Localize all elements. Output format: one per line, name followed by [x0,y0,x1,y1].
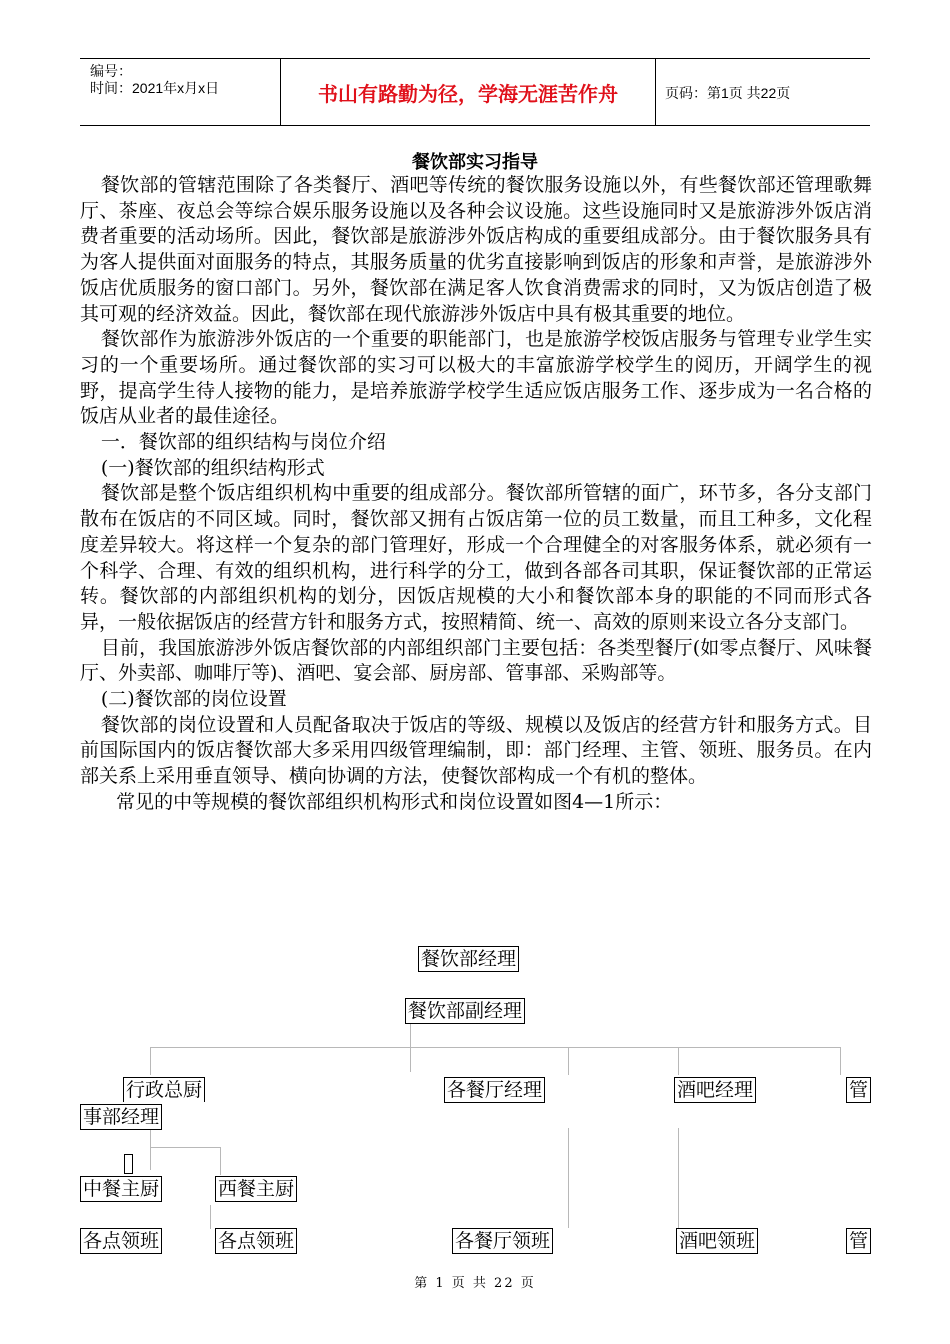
connector-line [568,1128,569,1228]
document-body [80,173,872,816]
section-heading: 一．餐饮部的组织结构与岗位介绍 [100,431,386,454]
org-node-restaurant-lead: 各餐厅领班 [452,1228,553,1254]
connector-line [150,1047,151,1075]
header-motto: 书山有路勤为径，学海无涯苦作舟 [318,81,618,106]
paragraph: 餐饮部的岗位设置和人员配备取决于饭店的等级、规模以及饭店的经营方针和服务方式。目前国际国内的饭店餐饮部大多采用四级管理编制，即：部门经理、主管、领班、服务员。在内部关系上采用垂直领导、横向协调的方法，使餐饮部构成一个有机的整体。 [80,713,872,788]
org-node-bar-lead: 酒吧领班 [676,1228,758,1254]
figure-caption: 常见的中等规模的餐饮部组织机构形式和岗位设置如图4—1所示： [116,790,673,813]
connector-line [410,1024,411,1072]
org-node-deputy: 餐饮部副经理 [405,998,525,1024]
org-node-steward-cut: 管 [846,1077,871,1103]
org-node-bar-manager: 酒吧经理 [674,1077,756,1103]
connector-line [678,1047,679,1075]
paragraph: 餐饮部是整个饭店组织机构中重要的组成部分。餐饮部所管辖的面广，环节多，各分支部门散布在饭店的不同区域。同时，餐饮部又拥有占饭店第一位的员工数量，而且工种多，文化程度差异较大。将这样一个复杂的部门管理好，形成一个合理健全的对客服务体系，就必须有一个科学、合理、有效的组织机构，进行科学的分工，做到各部各司其职，保证餐饮部的正常运转。餐饮部的内部组织机构的划分，因饭店规模的大小和餐饮部本身的职能的不同而形式各异，一般依据饭店的经营方针和服务方式，按照精简、统一、高效的原则来设立各分支部门。 [80,482,872,633]
connector-line [568,1047,569,1075]
org-node-steward-cut: 管 [846,1228,871,1254]
connector-line [150,1047,840,1048]
page-footer: 第 1 页 共 22 页 [414,1276,536,1291]
paragraph: 餐饮部的管辖范围除了各类餐厅、酒吧等传统的餐饮服务设施以外，有些餐饮部还管理歌舞厅、茶座、夜总会等综合娱乐服务设施以及各种会议设施。这些设施同时又是旅游涉外饭店消费者重要的活动场所。因此，餐饮部是旅游涉外饭店构成的重要组成部分。由于餐饮服务具有为客人提供面对面服务的特点，其服务质量的优劣直接影响到饭店的形象和声誉，是旅游涉外饭店优质服务的窗口部门。另外，餐饮部在满足客人饮食消费需求的同时，又为饭店创造了极其可观的经济效益。因此，餐饮部在现代旅游涉外饭店中具有极其重要的地位。 [80,174,872,325]
header-divider [655,59,656,125]
time-label: 时间：2021年x月x日 [90,80,220,96]
org-node-western-chef: 西餐主厨 [215,1176,297,1202]
connector-line [840,1047,841,1075]
org-node-manager: 餐饮部经理 [418,946,519,972]
org-node-chinese-chef: 中餐主厨 [80,1176,162,1202]
org-node-section-lead: 各点领班 [215,1228,297,1254]
subsection-heading: (二)餐饮部的岗位设置 [100,688,287,711]
connector-line [678,1128,679,1228]
connector-line [210,1205,211,1229]
document-header [80,58,870,126]
connector-line [150,1130,151,1170]
connector-line [150,1147,220,1148]
subsection-heading: (一)餐饮部的组织结构形式 [100,456,325,479]
org-node-chef: 行政总厨 [123,1077,205,1102]
org-node-section-lead: 各点领班 [80,1228,162,1254]
connector-marker [124,1154,133,1174]
number-label: 编号： [90,63,132,79]
paragraph: 餐饮部作为旅游涉外饭店的一个重要的职能部门，也是旅游学校饭店服务与管理专业学生实习的一个重要场所。通过餐饮部的实习可以极大的丰富旅游学校学生的阅历，开阔学生的视野，提高学生待人接物的能力，是培养旅游学校学生适应饭店服务工作、逐步成为一名合格的饭店从业者的最佳途径。 [80,328,872,428]
page-info: 页码：第1页 共22页 [665,85,791,101]
org-node-restaurant-manager: 各餐厅经理 [444,1077,545,1103]
connector-line [220,1147,221,1175]
page-title: 餐饮部实习指导 [412,152,538,173]
paragraph: 目前，我国旅游涉外饭店餐饮部的内部组织部门主要包括：各类型餐厅(如零点餐厅、风味餐厅、外卖部、咖啡厅等)、酒吧、宴会部、厨房部、管事部、采购部等。 [80,636,872,685]
header-meta [90,63,280,97]
org-node-steward-head: 事部经理 [80,1104,162,1130]
